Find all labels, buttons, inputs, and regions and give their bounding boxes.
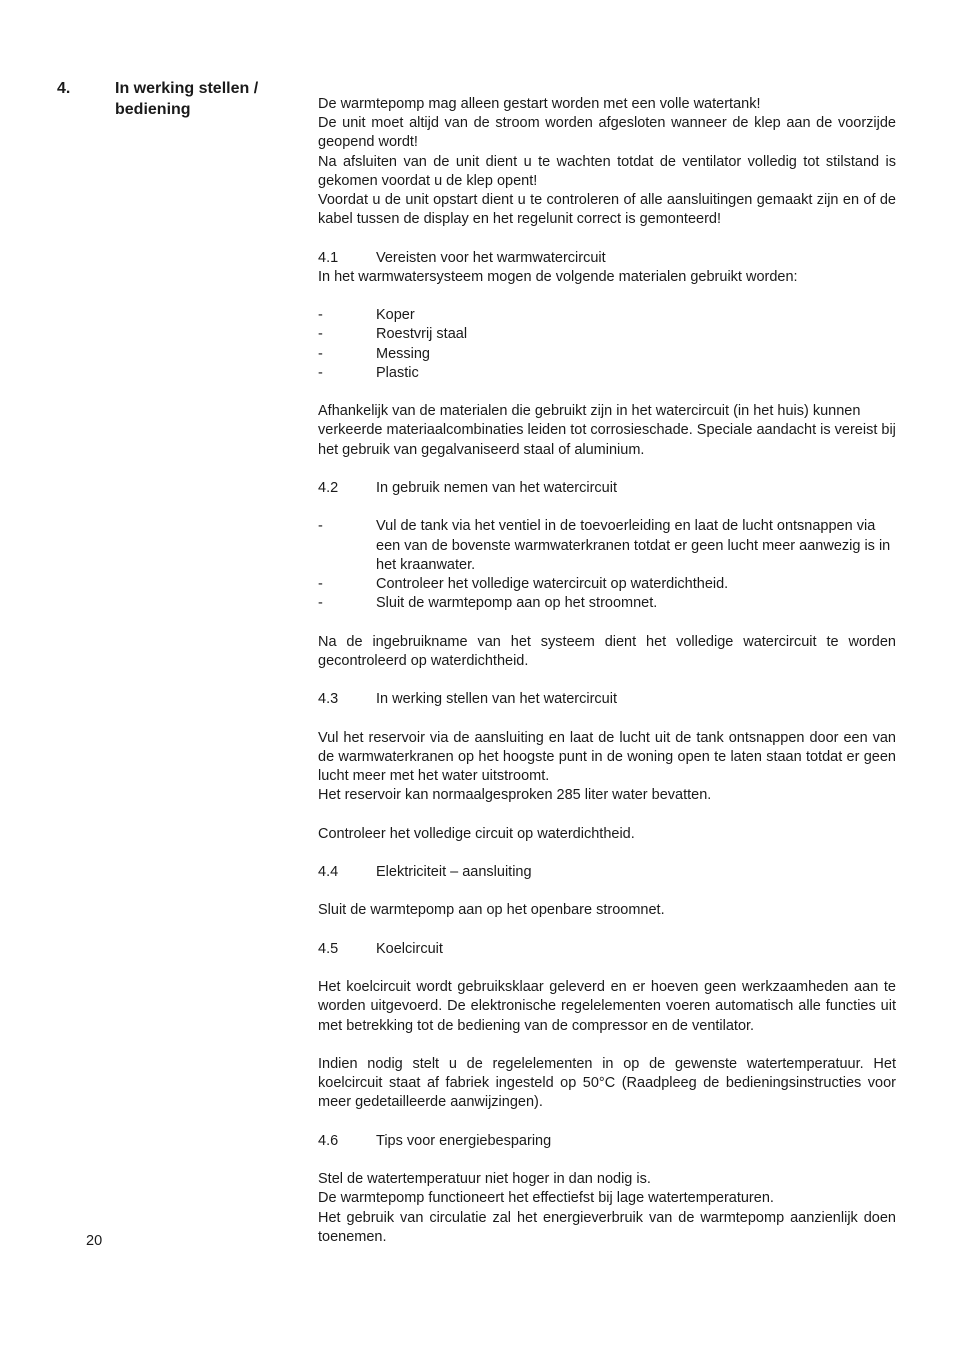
list-item	[318, 345, 896, 364]
subsection-title: Elektriciteit – aansluiting	[376, 863, 532, 880]
paragraph: Vul het reservoir via de aansluiting en laat de lucht uit de tank ontsnappen door een van de warmwaterkranen op het hoogste punt in de woning open te laten staan totdat er geen lucht meer met het water uitstroomt.	[318, 729, 896, 784]
bullet: -	[318, 345, 323, 362]
subsection-title: Tips voor energiebesparing	[376, 1132, 552, 1149]
list-item	[318, 325, 896, 344]
bullet: -	[318, 307, 323, 324]
bullet: -	[318, 326, 323, 343]
paragraph: Indien nodig stelt u de regelelementen in op de gewenste watertemperatuur. Het koelcircuit staat af fabriek ingesteld op 50°C (Raadpleeg de bedieningsinstructies voor meer gedetailleerde aanwijzingen).	[318, 1055, 896, 1111]
subsection-title: In gebruik nemen van het watercircuit	[376, 480, 617, 496]
list-item-text: Controleer het volledige watercircuit op waterdichtheid.	[376, 576, 729, 592]
paragraph: Controleer het volledige circuit op waterdichtheid.	[318, 825, 635, 842]
list-item	[318, 594, 896, 613]
paragraph: Stel de watertemperatuur niet hoger in dan nodig is.	[318, 1171, 651, 1188]
bullet: -	[318, 576, 323, 592]
section-title: In werking stellen / bediening	[115, 80, 259, 118]
paragraph: In het warmwatersysteem mogen de volgende materialen gebruikt worden:	[318, 268, 798, 285]
subsection-number: 4.4	[318, 863, 339, 880]
subsection-number: 4.2	[318, 480, 339, 496]
section-number: 4.	[57, 80, 71, 97]
list-item	[318, 517, 896, 575]
paragraph: De warmtepomp functioneert het effectiefst bij lage watertemperaturen.	[318, 1190, 774, 1207]
subsection-heading	[318, 940, 896, 959]
list-item-text: Sluit de warmtepomp aan op het stroomnet.	[376, 595, 658, 612]
list-item	[318, 364, 896, 383]
bullet: -	[318, 518, 323, 535]
paragraph: Het gebruik van circulatie zal het energieverbruik van de warmtepomp aanzienlijk doen toenemen.	[318, 1209, 896, 1245]
section-body	[318, 95, 896, 1247]
bullet: -	[318, 595, 323, 612]
page-number: 20	[86, 1233, 103, 1249]
intro-line: Voordat u de unit opstart dient u te controleren of alle aansluitingen gemaakt zijn en of de kabel tussen de display en het regelunit correct is gemonteerd!	[318, 192, 896, 228]
list-item-text: Messing	[376, 345, 430, 362]
bullet: -	[318, 364, 323, 381]
subsection-heading	[318, 690, 896, 709]
subsection-number: 4.1	[318, 249, 339, 266]
paragraph: Het reservoir kan normaalgesproken 285 liter water bevatten.	[318, 787, 712, 804]
intro-line: Na afsluiten van de unit dient u te wachten totdat de ventilator volledig tot stilstand is gekomen voordat u de klep opent!	[318, 153, 896, 189]
list-item-text: Roestvrij staal	[376, 326, 468, 343]
subsection-title: Koelcircuit	[376, 940, 443, 957]
subsection-title: Vereisten voor het warmwatercircuit	[376, 249, 606, 266]
intro-line: De warmtepomp mag alleen gestart worden met een volle watertank!	[318, 96, 761, 112]
subsection-number: 4.5	[318, 940, 339, 957]
paragraph: Sluit de warmtepomp aan op het openbare stroomnet.	[318, 902, 665, 919]
list-item	[318, 575, 896, 594]
subsection-heading	[318, 1132, 896, 1151]
subsection-number: 4.3	[318, 691, 339, 708]
list-item	[318, 306, 896, 325]
subsection-heading	[318, 479, 896, 498]
subsection-heading	[318, 863, 896, 882]
list-item-text: Vul de tank via het ventiel in de toevoerleiding en laat de lucht ontsnappen via een van de bovenste warmwaterkranen totdat er geen lucht meer aanwezig is in het kraanwater.	[376, 518, 891, 573]
paragraph: Afhankelijk van de materialen die gebruikt zijn in het watercircuit (in het huis) kunnen verkeerde materiaalcombinaties leiden tot corrosieschade. Speciale aandacht is vereist bij het gebruik van gegalvaniseerd staal of aluminium.	[318, 403, 896, 458]
paragraph: Na de ingebruikname van het systeem dient het volledige watercircuit te worden gecontroleerd op waterdichtheid.	[318, 633, 896, 669]
subsection-heading	[318, 249, 896, 268]
subsection-title: In werking stellen van het watercircuit	[376, 691, 617, 708]
subsection-number: 4.6	[318, 1132, 339, 1149]
intro-line: De unit moet altijd van de stroom worden afgesloten wanneer de klep aan de voorzijde geopend wordt!	[318, 115, 896, 151]
list-item-text: Koper	[376, 307, 415, 324]
list-item-text: Plastic	[376, 364, 419, 381]
paragraph: Het koelcircuit wordt gebruiksklaar geleverd en er hoeven geen werkzaamheden aan te worden uitgevoerd. De elektronische regelelementen voeren automatisch alle functies uit met betrekking tot de bediening van de compressor en de ventilator.	[318, 979, 896, 1034]
